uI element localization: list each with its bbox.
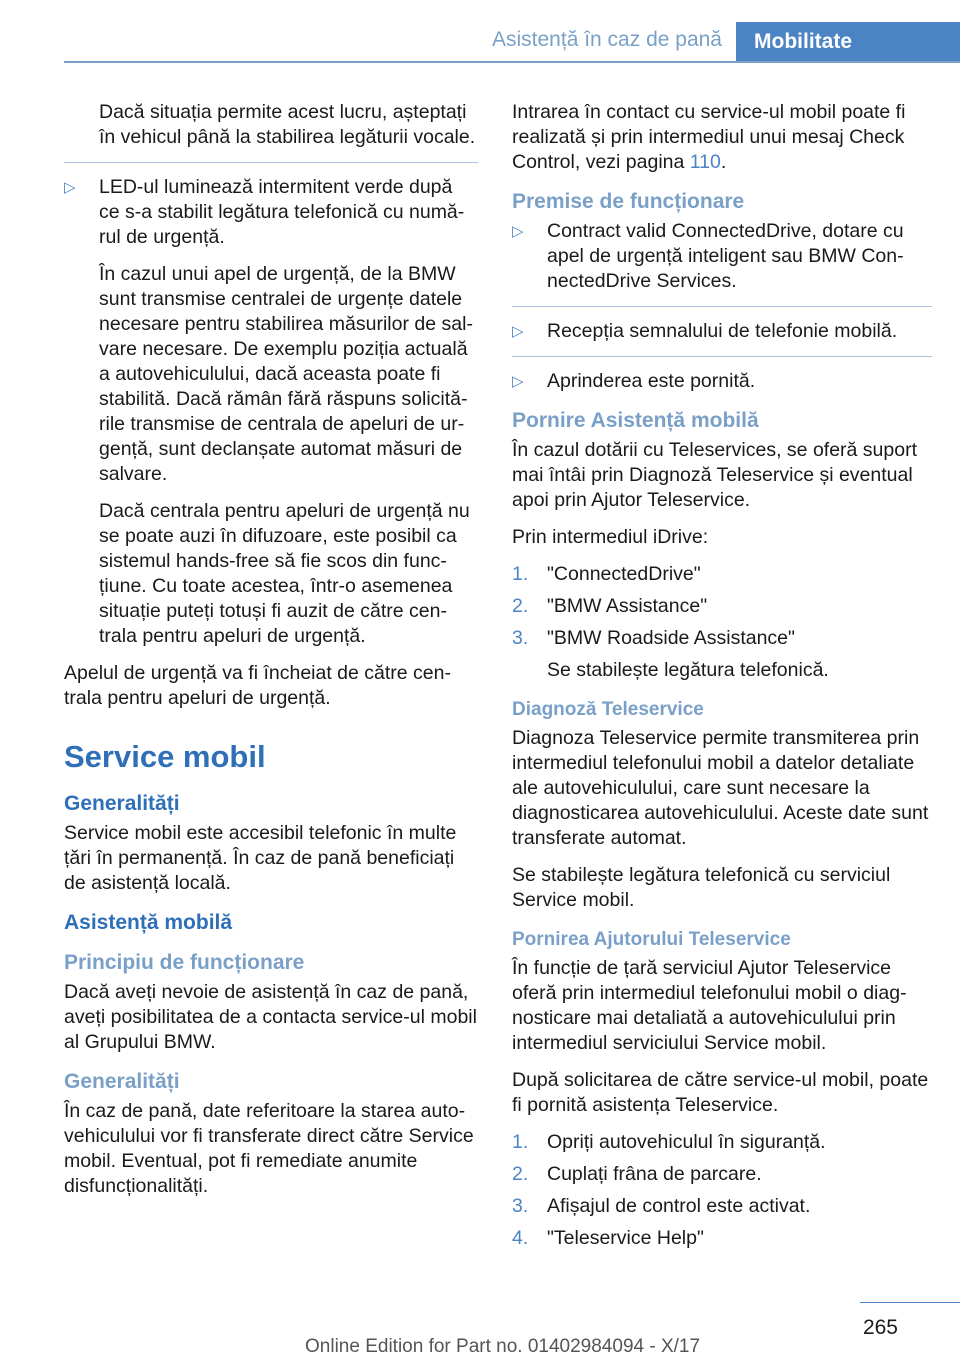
heading-premise: Premise de funcționare: [512, 190, 745, 213]
step-number: 4.: [512, 1227, 529, 1249]
paragraph-handsfree: Dacă centrala pentru apeluri de urgență nu se poate auzi în difuzoare, este posibil ca sistemul hands-free să fie scos din funcțiune. Cu toate acestea, într-o asemenea situație puteți totuși fi auzit de către centrala pentru apeluri de urgență.: [99, 500, 470, 647]
step-number: 2.: [512, 595, 529, 617]
paragraph-idrive: Prin intermediul iDrive:: [512, 526, 709, 548]
right-column: [512, 100, 932, 1258]
step-number: 1.: [512, 563, 529, 585]
page-reference-link[interactable]: 110: [689, 151, 721, 173]
paragraph-ajutor: În funcție de țară serviciul Ajutor Teleservice oferă prin intermediul telefonului mobil o diagnosticare mai detaliată a autovehiculului prin intermediul serviciului Service mobil.: [512, 957, 907, 1054]
step-text: "BMW Roadside Assistance": [547, 627, 795, 649]
heading-service-mobil: Service mobil: [64, 739, 266, 774]
header-rule: [64, 61, 960, 63]
bullet-separator: [64, 162, 478, 163]
paragraph-emergency-data: În cazul unui apel de urgență, de la BMW sunt transmise centralei de urgențe datele necesare pentru stabilirea măsurilor de salvare necesare. De exemplu poziția actuală a autovehiculului, dacă aceasta poate fi stabilită. Dacă rămân fără răspuns solicitările transmise de centrala de apeluri de urgență, sunt declanșate automat măsuri de salvare.: [99, 263, 473, 485]
step-number: 2.: [512, 1163, 529, 1185]
step-text: "BMW Assistance": [547, 595, 708, 617]
step-text: "ConnectedDrive": [547, 563, 701, 585]
paragraph-text: Intrarea în contact cu service-ul mobil poate fi realizată și prin intermediul unui mesaj Check Control, vezi pagina: [512, 101, 906, 173]
heading-pornire: Pornire Asistență mobilă: [512, 409, 759, 432]
step-text: "Teleservice Help": [547, 1227, 704, 1249]
heading-asistenta-mobila: Asistență mobilă: [64, 911, 233, 934]
footer-edition: Online Edition for Part no. 01402984094 - X/17: [305, 1336, 701, 1357]
step-idrive-1: [512, 562, 932, 587]
bullet-text: Aprinderea este pornită.: [547, 370, 756, 392]
step-number: 3.: [512, 627, 529, 649]
paragraph-general-2: În caz de pană, date referitoare la starea autovehiculului vor fi transferate direct către Service mobil. Eventual, pot fi remediate anumite disfuncționalități.: [64, 1100, 474, 1197]
step-help-4: [512, 1226, 932, 1251]
footer-rule: [860, 1302, 960, 1303]
paragraph-wait-in-vehicle: Dacă situația permite acest lucru, așteptați în vehicul până la stabilirea legăturii vocale.: [99, 101, 476, 148]
left-column: [64, 100, 478, 1211]
paragraph-diagnoza: Diagnoza Teleservice permite transmiterea prin intermediul telefonului mobil a datelor detaliate ale autovehiculului, care sunt necesare la diagnosticarea autovehiculului. Aceste date sunt transferate automat.: [512, 727, 929, 849]
bullet-premise-2: [512, 319, 932, 344]
step-help-1: [512, 1130, 932, 1155]
paragraph-teleservices: În cazul dotării cu Teleservices, se oferă suport mai întâi prin Diagnoză Teleservice și eventual apoi prin Ajutor Teleservice.: [512, 439, 918, 511]
step-number: 3.: [512, 1195, 529, 1217]
heading-generalitati: Generalități: [64, 792, 180, 815]
bullet-separator: [512, 306, 932, 307]
page-number: 265: [862, 1316, 898, 1339]
paragraph-principiu: Dacă aveți nevoie de asistență în caz de pană, aveți posibilitatea de a contacta service-ul mobil al Grupului BMW.: [64, 981, 477, 1053]
bullet-text: LED-ul luminează intermitent verde după ce s-a stabilit legătura telefonică cu numărul de urgență.: [99, 176, 465, 248]
bullet-premise-3: [512, 369, 932, 394]
step-text: Afișajul de control este activat.: [547, 1195, 811, 1217]
paragraph-text-end: .: [720, 151, 727, 173]
paragraph-end-call: Apelul de urgență va fi încheiat de către centrala pentru apeluri de urgență.: [64, 662, 451, 709]
step-text: Opriți autovehiculul în siguranță.: [547, 1131, 826, 1153]
paragraph-check-control: [512, 100, 932, 175]
heading-diagnoza: Diagnoză Teleservice: [512, 699, 704, 720]
running-header-chapter-tab: Mobilitate: [736, 22, 960, 63]
step-idrive-2: [512, 594, 932, 619]
bullet-text: Recepția semnalului de telefonie mobilă.: [547, 320, 898, 342]
running-header-section: Asistență în caz de pană: [492, 28, 722, 51]
bullet-led-green: [64, 175, 478, 250]
paragraph-connection: Se stabilește legătura telefonică cu serviciul Service mobil.: [512, 864, 891, 911]
paragraph-service-general: Service mobil este accesibil telefonic în multe țări în permanență. În caz de pană beneficiați de asistență locală.: [64, 822, 457, 894]
step-help-2: [512, 1162, 932, 1187]
heading-ajutor: Pornirea Ajutorului Teleservice: [512, 929, 791, 950]
step-number: 1.: [512, 1131, 529, 1153]
bullet-premise-1: [512, 219, 932, 294]
step-help-3: [512, 1194, 932, 1219]
heading-generalitati-2: Generalități: [64, 1070, 180, 1093]
paragraph-after-request: După solicitarea de către service-ul mobil, poate fi pornită asistența Teleservice.: [512, 1069, 929, 1116]
bullet-text: Contract valid ConnectedDrive, dotare cu apel de urgență inteligent sau BMW ConnectedDrive Services.: [547, 220, 904, 292]
heading-principiu: Principiu de funcționare: [64, 951, 305, 974]
step-idrive-3: [512, 626, 932, 651]
step-text: Cuplați frâna de parcare.: [547, 1163, 762, 1185]
bullet-separator: [512, 356, 932, 357]
paragraph-step-result: Se stabilește legătura telefonică.: [547, 659, 829, 681]
